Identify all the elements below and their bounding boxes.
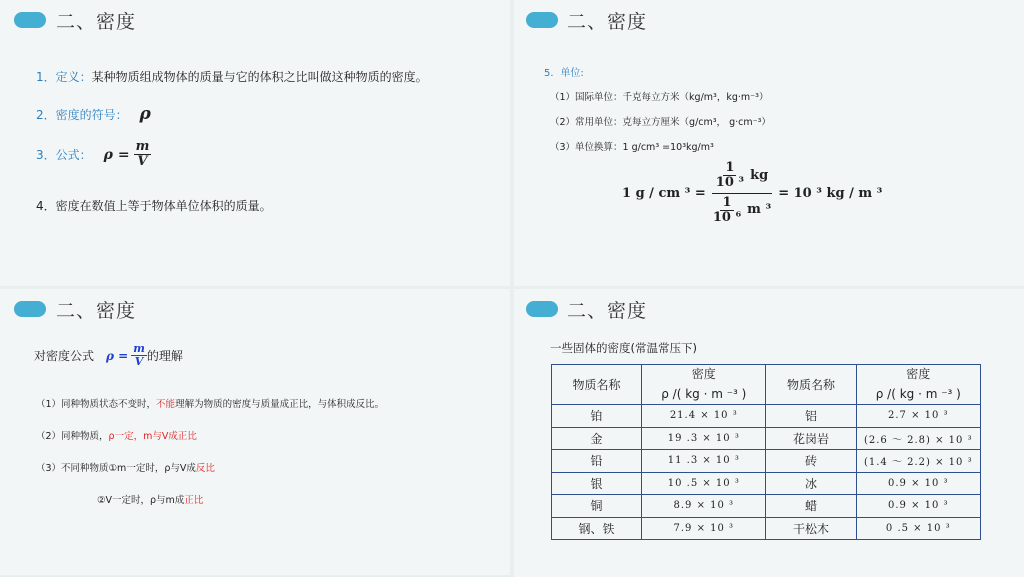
- item4-line: 4．密度在数值上等于物体单位体积的质量。: [36, 199, 272, 213]
- substance-cell: 金: [552, 427, 642, 450]
- equation-lhs: 1 g / cm ³ =: [622, 185, 706, 201]
- point-4-a: ②V一定时，ρ与m成: [97, 495, 185, 506]
- point-3: [36, 460, 215, 474]
- formula-intro: [34, 343, 183, 368]
- density-cell: 7.9 × 10 ³: [642, 517, 766, 540]
- density-cell: 10 .5 × 10 ³: [642, 472, 766, 495]
- substance-cell: 花岗岩: [766, 427, 856, 450]
- density-cell: 2.7 × 10 ³: [856, 405, 980, 428]
- equation-bottom-fraction: [713, 196, 741, 226]
- table-header-row: [552, 365, 981, 405]
- intro-lhs: ρ =: [106, 348, 129, 363]
- title-pill-icon: [526, 12, 558, 28]
- density-header-top: 密度: [906, 367, 931, 382]
- point-3-a: （3）不同种物质①m一定时，ρ与V成: [36, 463, 196, 474]
- table-caption: 一些固体的密度(常温常压下): [550, 341, 697, 355]
- bottom-unit: m ³: [747, 202, 772, 218]
- table-row: [552, 517, 981, 540]
- density-cell: 0.9 × 10 ³: [856, 472, 980, 495]
- point-4-red: 正比: [184, 495, 204, 506]
- units-line-3: （3）单位换算：1 g/cm³ =10³kg/m³: [550, 142, 714, 153]
- substance-cell: 铝: [766, 405, 856, 428]
- intro-fraction: [131, 343, 147, 368]
- intro-denominator: V: [134, 355, 144, 369]
- equation-top: [712, 161, 772, 194]
- col-header-name-2: 物质名称: [766, 365, 856, 405]
- title-pill-icon: [526, 301, 558, 317]
- point-2: [36, 428, 197, 442]
- definition-text: 某种物质组成物体的质量与它的体积之比叫做这种物质的密度。: [91, 70, 428, 84]
- intro-post: 的理解: [146, 349, 183, 364]
- conversion-equation: [622, 161, 882, 225]
- substance-cell: 冰: [766, 472, 856, 495]
- point-4: [97, 492, 203, 506]
- formula-denominator: V: [137, 154, 148, 170]
- formula-line: [36, 140, 151, 170]
- slide-definition: [0, 0, 510, 286]
- density-cell: 21.4 × 10 ³: [642, 405, 766, 428]
- table-row: [552, 450, 981, 473]
- formula-label: 3．公式：: [36, 148, 92, 163]
- slide-units: [514, 0, 1024, 286]
- substance-cell: 铜: [552, 495, 642, 518]
- density-cell: 8.9 × 10 ³: [642, 495, 766, 518]
- units-line-1: （1）国际单位：千克每立方米（kg/m³，kg·m⁻³）: [550, 92, 769, 103]
- point-2-a: （2）同种物质，: [36, 431, 109, 442]
- col-header-name-1: 物质名称: [552, 365, 642, 405]
- rho-symbol: ρ: [139, 104, 151, 124]
- substance-cell: 蜡: [766, 495, 856, 518]
- equation-rhs: = 10 ³ kg / m ³: [778, 185, 883, 201]
- intro-numerator: m: [133, 342, 145, 355]
- title-pill-icon: [14, 12, 46, 28]
- slide-title: 二、密度: [567, 300, 648, 322]
- density-header-unit: ρ /( kg · m ⁻³ ): [875, 386, 961, 401]
- col-header-density-2: [856, 365, 980, 405]
- units-heading: 5．单位:: [544, 68, 584, 79]
- substance-cell: 钢、铁: [552, 517, 642, 540]
- symbol-label: 2．密度的符号：: [36, 108, 128, 122]
- equation-bottom: [713, 194, 771, 226]
- density-cell: 19 .3 × 10 ³: [642, 427, 766, 450]
- equation-big-fraction: [712, 161, 772, 225]
- point-3-red: 反比: [195, 463, 215, 474]
- slide-density-table: [514, 289, 1024, 577]
- point-2-red: ρ一定，m与V成正比: [108, 431, 197, 442]
- density-cell: (1.4 ～ 2.2) × 10 ³: [856, 450, 980, 473]
- density-header-top: 密度: [691, 367, 716, 382]
- intro-pre: 对密度公式: [34, 349, 95, 364]
- slide-title: 二、密度: [56, 11, 137, 33]
- density-cell: 0.9 × 10 ³: [856, 495, 980, 518]
- point-1-red: 不能: [156, 399, 176, 410]
- definition-line: [36, 68, 428, 85]
- substance-cell: 干松木: [766, 517, 856, 540]
- density-cell: 0 .5 × 10 ³: [856, 517, 980, 540]
- table-row: [552, 472, 981, 495]
- density-table: [551, 364, 981, 540]
- units-line-2: （2）常用单位：克每立方厘米（g/cm³， g·cm⁻³）: [550, 117, 771, 128]
- slide-title: 二、密度: [56, 300, 137, 322]
- density-header-unit: ρ /( kg · m ⁻³ ): [661, 386, 747, 401]
- substance-cell: 砖: [766, 450, 856, 473]
- formula-numerator: m: [135, 139, 150, 154]
- bottom-fraction-num: 1: [722, 194, 732, 210]
- table-row: [552, 495, 981, 518]
- equation-top-fraction: [716, 161, 744, 191]
- bottom-fraction-den: 10 ⁶: [712, 209, 742, 225]
- formula-lhs: ρ =: [103, 146, 130, 163]
- col-header-density-1: [642, 365, 766, 405]
- point-1: [36, 396, 384, 410]
- title-pill-icon: [14, 301, 46, 317]
- slide-title: 二、密度: [567, 11, 648, 33]
- top-unit: kg: [750, 167, 769, 183]
- point-1-b: 理解为物质的密度与质量成正比，与体积成反比。: [175, 399, 385, 410]
- formula-fraction: [134, 140, 152, 170]
- symbol-line: [36, 104, 151, 124]
- table-row: [552, 427, 981, 450]
- definition-label: 1．定义：: [36, 70, 92, 84]
- density-cell: 11 .3 × 10 ³: [642, 450, 766, 473]
- slide-understanding: [0, 289, 510, 575]
- density-cell: (2.6 ～ 2.8) × 10 ³: [856, 427, 980, 450]
- substance-cell: 银: [552, 472, 642, 495]
- table-body: [552, 405, 981, 540]
- substance-cell: 铅: [552, 450, 642, 473]
- table-row: [552, 405, 981, 428]
- top-fraction-num: 1: [725, 160, 735, 175]
- substance-cell: 铂: [552, 405, 642, 428]
- top-fraction-den: 10 ³: [715, 175, 745, 191]
- point-1-a: （1）同种物质状态不变时，: [36, 399, 157, 410]
